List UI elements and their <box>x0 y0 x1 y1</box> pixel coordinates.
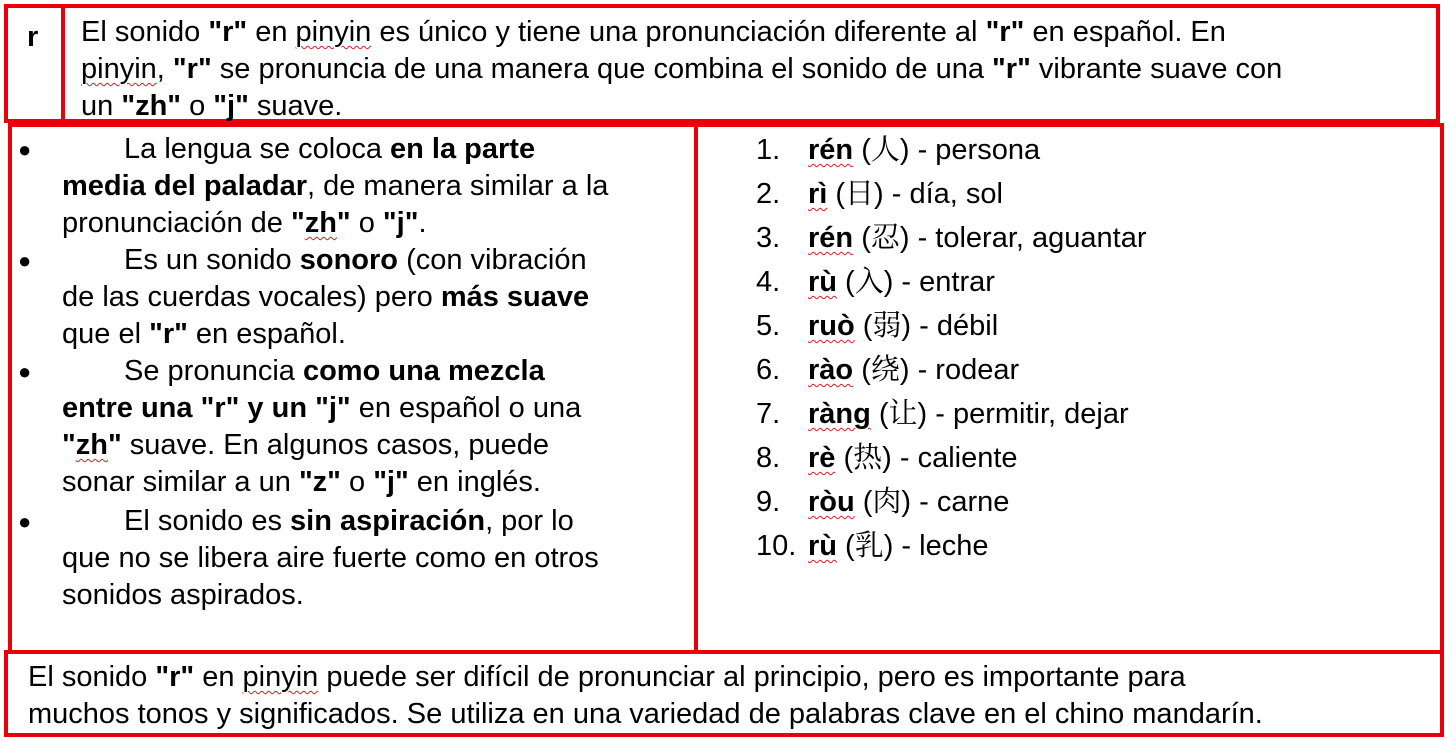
example-meaning: - tolerar, aguantar <box>909 222 1147 254</box>
characteristics-cell: ● La lengua se coloca en la parte media del paladar, de manera similar a la pronunciación de "zh" o "j". ● Es un sonido sonoro (con vibración de las cuerdas vocales) pero más suave que el "r" en español. ● Se pronuncia como una mezcla entre una "r" y un "j" en español o una "zh" suave. En algunos casos, puede sonar similar a un "z" o "j" en inglés. ● El sonido es sin aspiración, por lo que no se libera aire fuerte como en otros sonidos aspirados. <box>8 123 698 654</box>
example-hanzi: (日) <box>827 178 884 210</box>
example-meaning: - día, sol <box>883 178 1003 210</box>
example-meaning: - caliente <box>891 442 1018 474</box>
bullet-icon: ● <box>18 137 32 162</box>
example-number: 10. <box>756 530 797 562</box>
summary-paragraph <box>28 659 1430 733</box>
summary-line-1: El sonido "r" en pinyin puede ser difícil de pronunciar al principio, pero es importante para <box>28 661 1186 693</box>
examples-cell <box>694 123 1444 654</box>
letter-cell <box>4 4 65 123</box>
intro-line-2: pinyin, "r" se pronuncia de una manera que combina el sonido de una "r" vibrante suave con <box>81 53 1283 85</box>
spellcheck-word: zh <box>75 429 108 461</box>
example-number: 6. <box>756 354 781 386</box>
example-pinyin: rì <box>808 178 828 210</box>
example-pinyin: rào <box>808 354 854 386</box>
example-meaning: - débil <box>911 310 999 342</box>
example-pinyin: rén <box>808 134 854 166</box>
bullet-icon: ● <box>18 248 32 273</box>
intro-line-1: El sonido "r" en pinyin es único y tiene una pronunciación diferente al "r" en español. En <box>81 16 1226 48</box>
example-hanzi: (人) <box>853 134 910 166</box>
example-number: 9. <box>756 486 781 518</box>
summary-line-2: muchos tonos y significados. Se utiliza en una variedad de palabras clave en el chino mandarín. <box>28 698 1263 730</box>
example-hanzi: (让) <box>870 398 928 430</box>
example-hanzi: (绕) <box>853 354 910 386</box>
example-hanzi: (入) <box>837 266 894 298</box>
spellcheck-word: zh <box>304 207 337 239</box>
bullet-icon: ● <box>18 509 32 534</box>
example-pinyin: ruò <box>808 310 855 342</box>
example-hanzi: (弱) <box>854 310 912 342</box>
intro-cell <box>61 4 1440 123</box>
example-number: 2. <box>756 178 781 210</box>
example-pinyin: ràng <box>808 398 871 430</box>
intro-line-3: un "zh" o "j" suave. <box>81 90 343 122</box>
example-number: 5. <box>756 310 781 342</box>
example-number: 8. <box>756 442 781 474</box>
example-meaning: - rodear <box>909 354 1020 386</box>
example-number: 4. <box>756 266 781 298</box>
example-meaning: - leche <box>893 530 989 562</box>
example-pinyin: rù <box>808 266 837 298</box>
letter-heading: r <box>27 21 39 53</box>
example-number: 3. <box>756 222 781 254</box>
example-hanzi: (忍) <box>853 222 910 254</box>
example-meaning: - carne <box>911 486 1010 518</box>
example-meaning: - permitir, dejar <box>927 398 1129 430</box>
example-meaning: - persona <box>909 134 1041 166</box>
spellcheck-word: pinyin <box>81 53 157 85</box>
intro-paragraph <box>81 14 1426 125</box>
example-meaning: - entrar <box>893 266 995 298</box>
example-pinyin: ròu <box>808 486 855 518</box>
spellcheck-word: pinyin <box>242 661 319 693</box>
bullet-icon: ● <box>18 359 32 384</box>
example-pinyin: rén <box>808 222 854 254</box>
example-pinyin: rù <box>808 530 837 562</box>
example-hanzi: (肉) <box>854 486 912 518</box>
example-hanzi: (乳) <box>837 530 894 562</box>
example-number: 1. <box>756 134 781 166</box>
summary-cell <box>4 650 1444 737</box>
example-hanzi: (热) <box>835 442 892 474</box>
spellcheck-word: pinyin <box>295 16 372 48</box>
example-number: 7. <box>756 398 781 430</box>
example-pinyin: rè <box>808 442 836 474</box>
